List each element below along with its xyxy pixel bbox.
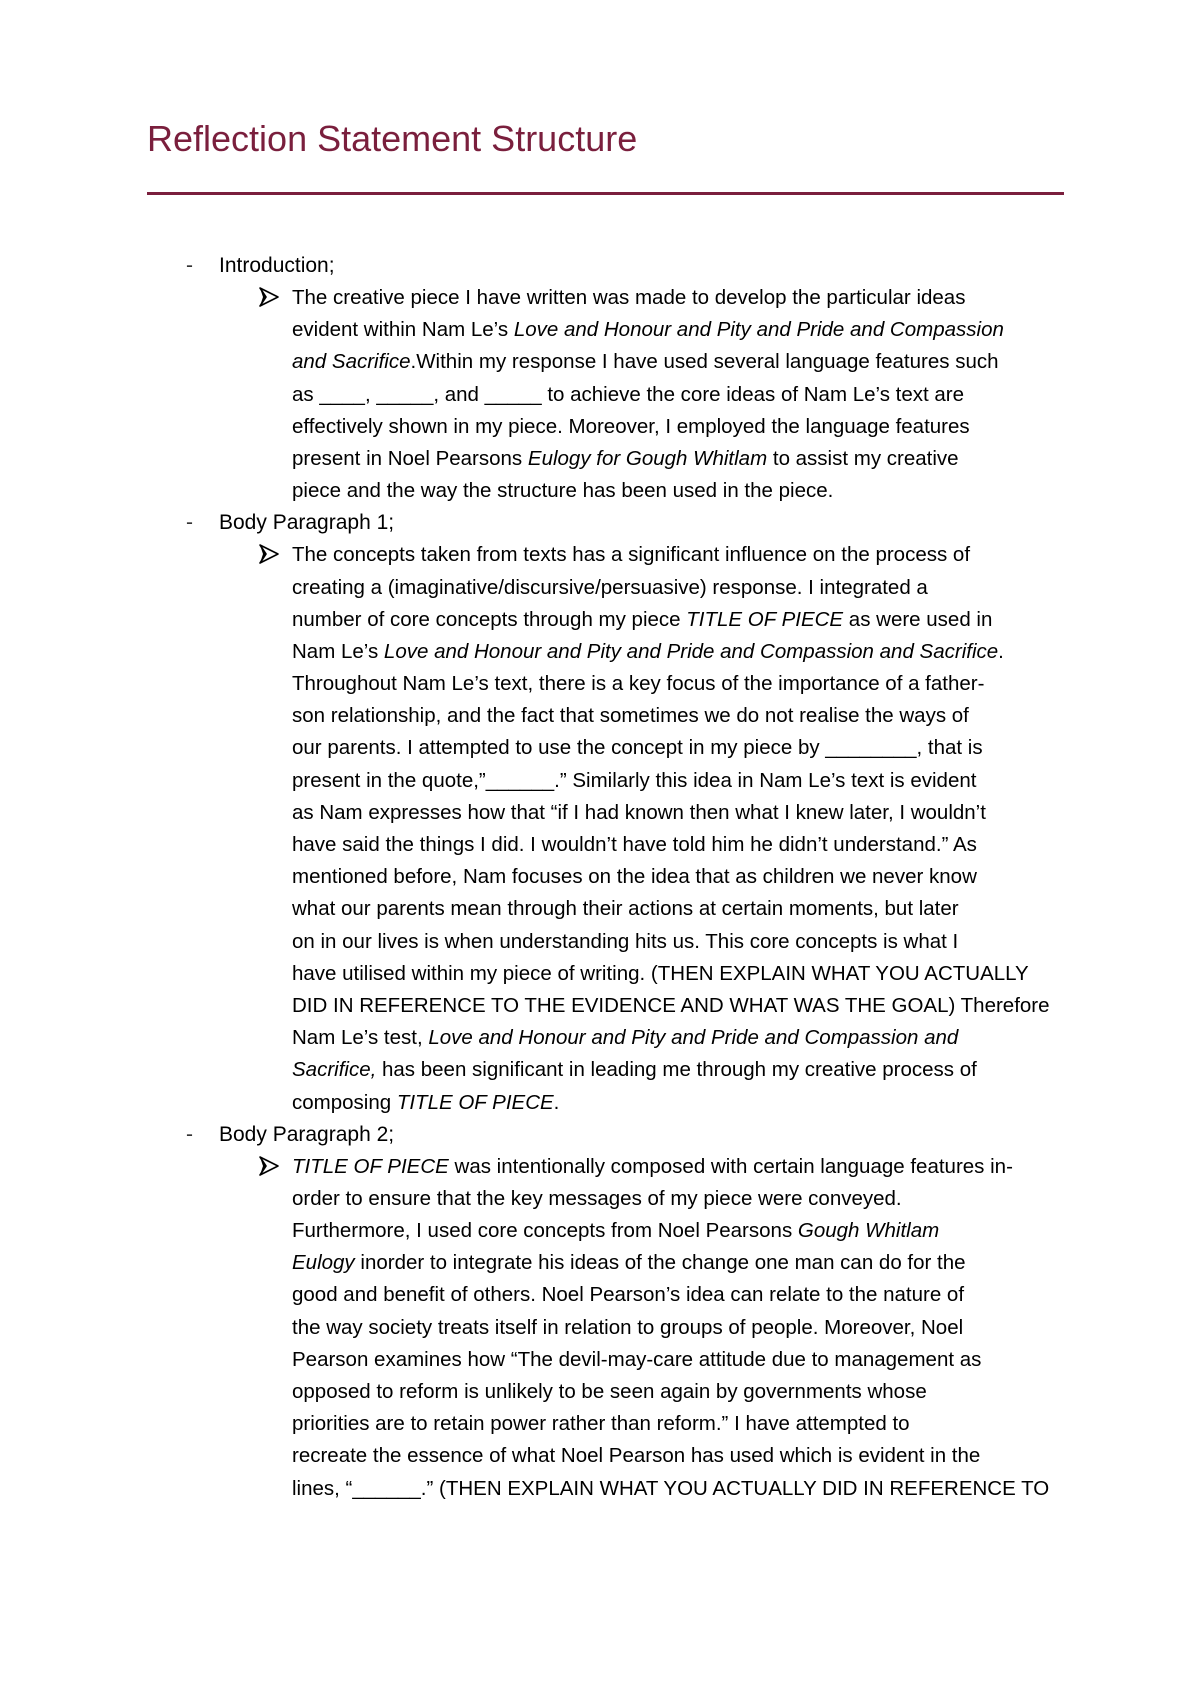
italic-text-run: Eulogy xyxy=(292,1251,355,1275)
text-run: . xyxy=(998,639,1004,663)
bullet-paragraph xyxy=(292,1151,1067,1505)
text-line xyxy=(292,1087,1067,1119)
text-run: .Within my response I have used several language features such xyxy=(410,350,999,374)
text-line xyxy=(292,1440,1067,1472)
text-run: opposed to reform is unlikely to be seen again by governments whose xyxy=(292,1380,927,1403)
text-run: priorities are to retain power rather than reform.” I have attempted to xyxy=(292,1412,910,1436)
text-line xyxy=(292,1312,1067,1344)
section-heading-label: Body Paragraph 2; xyxy=(219,1122,395,1146)
text-run: what our parents mean through their actions at certain moments, but later xyxy=(292,897,959,921)
text-run: composing xyxy=(292,1090,397,1114)
section-heading-label: Introduction; xyxy=(219,254,335,277)
bullet-paragraph xyxy=(292,539,1067,1118)
text-run: evident within Nam Le’s xyxy=(292,318,514,342)
italic-text-run: Love and Honour and Pity and Pride and Compassion and Sacrifice xyxy=(383,639,999,663)
text-line xyxy=(292,1183,1067,1215)
text-run: as ____, _____, and _____ to achieve the core ideas of Nam Le’s text are xyxy=(292,382,965,406)
dash-bullet-icon: - xyxy=(186,1122,193,1146)
text-line xyxy=(292,443,1067,475)
text-run: on in our lives is when understanding hits us. This core concepts is what I xyxy=(292,929,959,953)
bullet-paragraph xyxy=(292,282,1067,507)
section-heading xyxy=(0,507,1200,539)
text-line xyxy=(292,797,1067,829)
text-run: have utilised within my piece of writing. (THEN EXPLAIN WHAT YOU ACTUALLY xyxy=(292,961,1029,985)
section-heading xyxy=(0,250,1200,282)
text-line xyxy=(292,572,1067,604)
title-underline xyxy=(147,192,1064,195)
text-run: DID IN REFERENCE TO THE EVIDENCE AND WHAT WAS THE GOAL) Therefore xyxy=(292,993,1050,1017)
text-run: piece and the way the structure has been used in the piece. xyxy=(292,479,834,503)
text-run: our parents. I attempted to use the concept in my piece by ________, that is xyxy=(292,736,983,760)
text-run: the way society treats itself in relation to groups of people. Moreover, Noel xyxy=(292,1315,964,1339)
text-run: mentioned before, Nam focuses on the idea that as children we never know xyxy=(292,865,977,889)
text-line xyxy=(292,1279,1067,1311)
text-run: present in Noel Pearsons xyxy=(292,446,528,470)
text-run: was intentionally composed with certain language features in- xyxy=(448,1154,1013,1178)
text-run: son relationship, and the fact that sometimes we do not realise the ways of xyxy=(292,704,969,728)
italic-text-run: and Sacrifice xyxy=(292,350,411,374)
dash-bullet-icon: - xyxy=(186,511,193,535)
text-line xyxy=(292,1247,1067,1279)
dash-bullet-icon: - xyxy=(186,254,193,277)
text-run: have said the things I did. I wouldn’t have told him he didn’t understand.” As xyxy=(292,833,977,856)
text-line xyxy=(292,1473,1067,1505)
text-line xyxy=(292,282,1067,314)
text-line xyxy=(292,861,1067,893)
text-run: good and benefit of others. Noel Pearson’s idea can relate to the nature of xyxy=(292,1283,965,1307)
text-run: number of core concepts through my piece xyxy=(292,607,687,631)
text-line xyxy=(292,829,1067,861)
arrow-bullet-icon xyxy=(258,286,280,308)
italic-text-run: TITLE OF PIECE xyxy=(686,607,844,631)
text-line xyxy=(292,379,1067,411)
document-body xyxy=(0,250,1200,1505)
text-line xyxy=(292,990,1067,1022)
text-line xyxy=(292,1054,1067,1086)
text-line xyxy=(292,1022,1067,1054)
text-run: recreate the essence of what Noel Pearson has used which is evident in the xyxy=(292,1444,981,1468)
arrow-bullet-icon xyxy=(258,543,280,565)
arrow-bullet-icon xyxy=(258,1155,280,1177)
section-heading xyxy=(0,1119,1200,1151)
text-line xyxy=(292,411,1067,443)
text-line xyxy=(292,958,1067,990)
italic-text-run: TITLE OF PIECE xyxy=(292,1154,449,1178)
text-line xyxy=(292,1151,1067,1183)
text-run: The creative piece I have written was made to develop the particular ideas xyxy=(292,286,966,309)
text-line xyxy=(292,893,1067,925)
italic-text-run: Sacrifice, xyxy=(292,1058,377,1082)
text-run: to assist my creative xyxy=(767,446,959,470)
italic-text-run: Eulogy for Gough Whitlam xyxy=(527,446,768,470)
text-line xyxy=(292,1215,1067,1247)
italic-text-run: TITLE OF PIECE xyxy=(396,1090,554,1114)
text-run: present in the quote,”______.” Similarly this idea in Nam Le’s text is evident xyxy=(292,768,977,792)
text-run: Throughout Nam Le’s text, there is a key focus of the importance of a father- xyxy=(292,672,985,696)
section-heading-label: Body Paragraph 1; xyxy=(219,511,395,535)
text-line xyxy=(292,926,1067,958)
italic-text-run: Love and Honour and Pity and Pride and Compassion xyxy=(513,318,1004,342)
text-run: effectively shown in my piece. Moreover, I employed the language features xyxy=(292,414,970,438)
text-line xyxy=(292,314,1067,346)
text-line xyxy=(292,636,1067,668)
text-line xyxy=(292,1376,1067,1408)
text-run: Nam Le’s test, xyxy=(292,1026,429,1050)
text-line xyxy=(292,1344,1067,1376)
text-line xyxy=(292,346,1067,378)
text-run: as were used in xyxy=(843,607,993,631)
text-run: creating a (imaginative/discursive/persuasive) response. I integrated a xyxy=(292,575,928,599)
text-run: The concepts taken from texts has a significant influence on the process of xyxy=(292,543,971,567)
text-run: Nam Le’s xyxy=(292,639,384,663)
text-run: as Nam expresses how that “if I had known then what I knew later, I wouldn’t xyxy=(292,800,986,824)
page-title: Reflection Statement Structure xyxy=(147,118,638,159)
text-line xyxy=(292,1408,1067,1440)
text-run: has been significant in leading me through my creative process of xyxy=(376,1058,977,1082)
text-run: Pearson examines how “The devil-may-care attitude due to management as xyxy=(292,1347,982,1371)
text-run: order to ensure that the key messages of my piece were conveyed. xyxy=(292,1186,902,1210)
text-line xyxy=(292,475,1067,507)
text-run: inorder to integrate his ideas of the change one man can do for the xyxy=(354,1251,966,1275)
text-run: Furthermore, I used core concepts from Noel Pearsons xyxy=(292,1219,798,1243)
italic-text-run: Love and Honour and Pity and Pride and Compassion and xyxy=(428,1026,959,1050)
text-line xyxy=(292,604,1067,636)
text-line xyxy=(292,539,1067,571)
text-line xyxy=(292,700,1067,732)
italic-text-run: Gough Whitlam xyxy=(797,1219,940,1243)
text-run: lines, “______.” (THEN EXPLAIN WHAT YOU ACTUALLY DID IN REFERENCE TO xyxy=(292,1476,1050,1500)
text-line xyxy=(292,668,1067,700)
text-line xyxy=(292,765,1067,797)
text-run: . xyxy=(553,1090,560,1114)
text-line xyxy=(292,732,1067,764)
